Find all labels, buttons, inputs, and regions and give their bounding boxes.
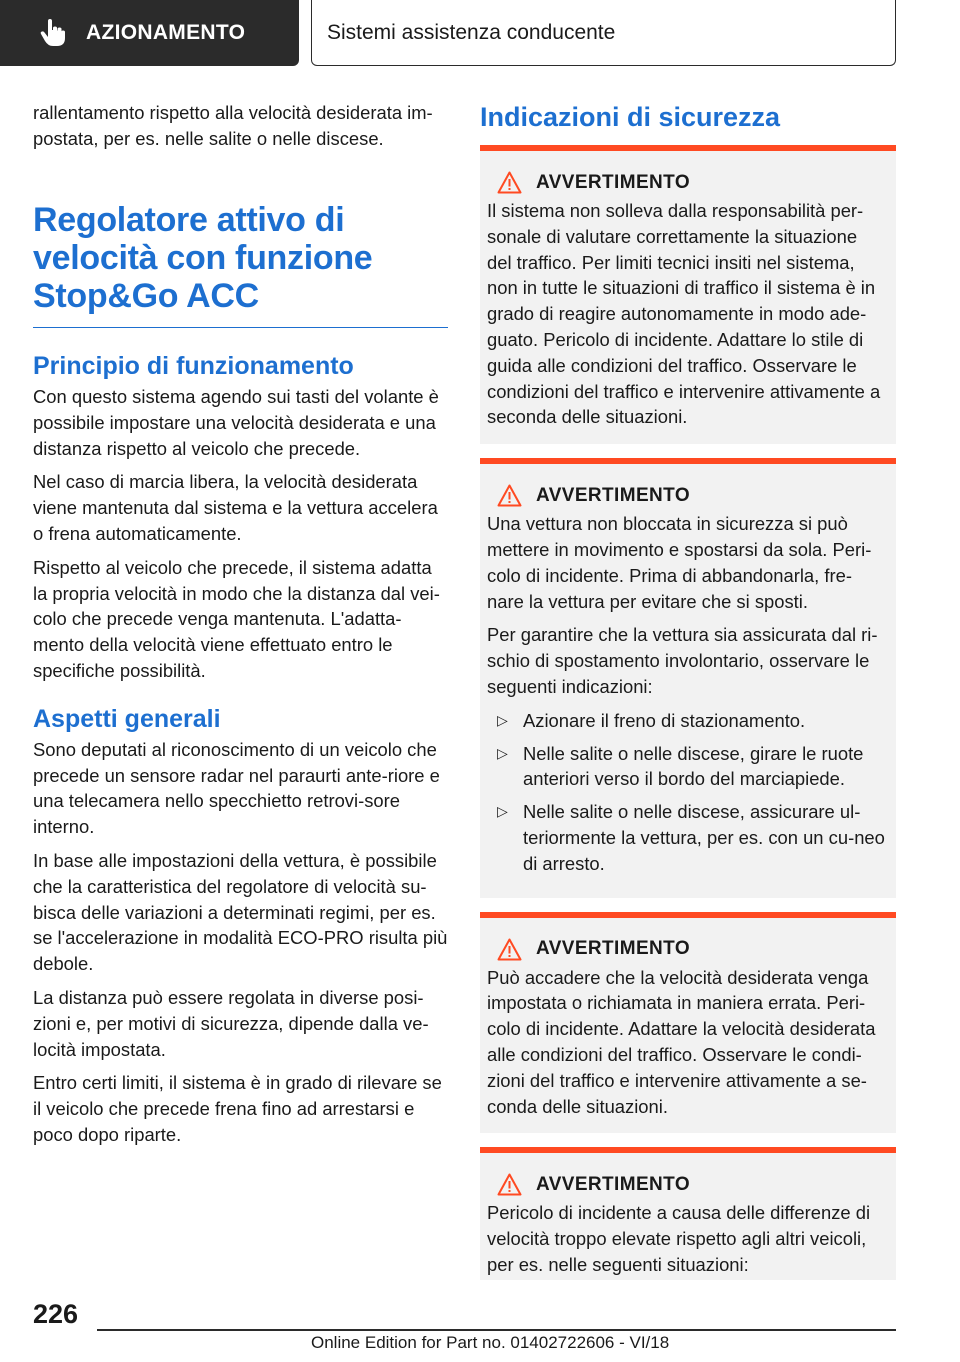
intro-paragraph: rallentamento rispetto alla velocità desiderata im-postata, per es. nelle salite o nelle discese. [33,102,433,149]
general-paragraph-1: Sono deputati al riconoscimento di un veicolo che precede un sensore radar nel paraurti ante-riore e una telecamera nello specchietto retrovi-sore interno. [33,738,440,838]
general-paragraph-4: Entro certi limiti, il sistema è in grado di rilevare se il veicolo che precede frena fino ad arrestarsi e poco dopo riparte. [33,1072,442,1146]
page-header [0,0,960,66]
footer-divider [97,1329,896,1331]
hand-pointer-icon [40,19,66,47]
warning-text: Pericolo di incidente a causa delle differenze di velocità troppo elevate rispetto agli altri veicoli, per es. nelle seguenti situazioni: [487,1202,871,1275]
warning-triangle-icon [497,938,522,961]
warning-text: Il sistema non solleva dalla responsabilità per-sonale di valutare correttamente la situazione del traffico. Per limiti tecnici insiti nel sistema, non in tutte le situazioni di traffico il sistema è in grado di reagire autonomamente in modo ade-guato. Pericolo di incidente. Adattare lo stile di guida alle condizioni del traffico. Osservare le condizioni del traffico e intervenire attivamente a seconda delle situazioni. [487,200,881,428]
principle-paragraph-2: Nel caso di marcia libera, la velocità desiderata viene mantenuta dal sistema e la vettura accelera o frena automaticamente. [33,471,438,545]
warning-title: AVVERTIMENTO [536,1173,690,1195]
triangle-bullet-icon: ▷ [497,803,508,820]
edition-footer: Online Edition for Part no. 01402722606 - VI/18 [311,1333,670,1352]
section-tab [0,0,299,66]
triangle-bullet-icon: ▷ [497,711,508,728]
warning-box-3 [480,912,896,1134]
warning-header [497,171,886,194]
general-paragraph-3: La distanza può essere regolata in diverse posi-zioni e, per motivi di sicurezza, dipende dalla ve-locità impostata. [33,987,429,1060]
list-item: ▷ Azionare il freno di stazionamento. [487,708,886,734]
chapter-title: Regolatore attivo di velocità con funzione Stop&Go ACC [33,200,373,315]
page-number: 226 [33,1299,79,1329]
warning-header [497,938,886,961]
left-column [33,100,448,1156]
subsection-title: Sistemi assistenza conducente [327,20,616,44]
warning-box-2 [480,458,896,897]
warning-triangle-icon [497,484,522,507]
principle-paragraph-3: Rispetto al veicolo che precede, il sistema adatta la propria velocità in modo che la distanza dal vei-colo che precede venga mantenuta. L'adatta-mento della velocità viene effettuato entro le specifiche possibilità. [33,556,440,682]
title-divider [33,327,448,329]
warning-header [497,1173,886,1196]
list-item: ▷ Nelle salite o nelle discese, assicurare ul-teriormente la vettura, per es. con un cu-neo di arresto. [487,799,886,876]
general-paragraph-2: In base alle impostazioni della vettura, è possibile che la caratteristica del regolatore di velocità su-bisca delle variazioni a determinati regimi, per es. se l'accelerazione in modalità ECO-PRO risulta più debole. [33,850,448,975]
warning-title: AVVERTIMENTO [536,171,690,193]
right-column [480,100,896,1280]
warning-box-1 [480,145,896,444]
subsection-tab [311,0,896,66]
principle-heading: Principio di funzionamento [33,352,354,381]
warning-text: Può accadere che la velocità desiderata venga impostata o richiamata in maniera errata. Peri-colo di incidente. Adattare la velocità desiderata alle condizioni del traffico. Osservare le condi-zioni del traffico e intervenire attivamente a se-conda delle situazioni. [487,966,876,1117]
warning-box-4 [480,1147,896,1279]
warning-triangle-icon [497,1173,522,1196]
instruction-list [487,708,886,877]
warning-text: Una vettura non bloccata in sicurezza si può mettere in movimento e spostarsi da sola. Peri-colo di incidente. Prima di abbandonarla, fre-nare la vettura per evitare che si sposti. [487,513,872,612]
principle-paragraph-1: Con questo sistema agendo sui tasti del volante è possibile impostare una velocità desiderata e una distanza rispetto al veicolo che precede. [33,386,439,459]
list-item: ▷ Nelle salite o nelle discese, girare le ruote anteriori verso il bordo del marciapiede. [487,741,886,793]
warning-title: AVVERTIMENTO [536,484,690,506]
safety-heading: Indicazioni di sicurezza [480,102,781,132]
warning-triangle-icon [497,171,522,194]
general-heading: Aspetti generali [33,704,221,733]
warning-header [497,484,886,507]
section-title: AZIONAMENTO [86,21,246,44]
warning-title: AVVERTIMENTO [536,938,690,960]
triangle-bullet-icon: ▷ [497,744,508,761]
warning-text: Per garantire che la vettura sia assicurata dal ri-schio di spostamento involontario, osservare le seguenti indicazioni: [487,624,878,697]
